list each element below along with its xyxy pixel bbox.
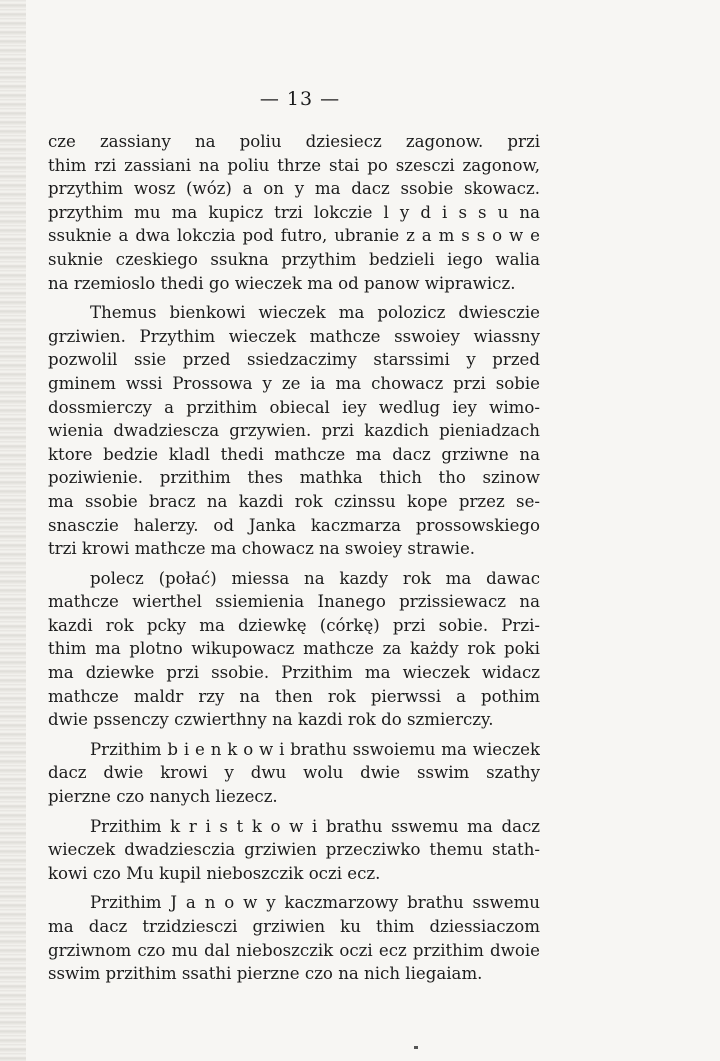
text-line: przythim mu ma kupicz trzi lokczie l y d i s s u na <box>48 202 540 222</box>
text-line: cze zassiany na poliu dziesiecz zagonow. przi <box>48 132 540 151</box>
paragraph <box>48 891 540 985</box>
paragraph <box>48 301 540 561</box>
text-line: Przithim b i e n k o w i brathu sswoiemu ma wieczek <box>90 739 540 759</box>
text-line: ssuknie a dwa lokczia pod futro, ubranie z a m s s o w e <box>48 226 540 246</box>
text-line: mathcze wierthel ssiemienia Inanego przissiewacz na <box>48 592 540 612</box>
text-line: sswim przithim ssathi pierzne czo na nich liegaiam. <box>48 964 483 984</box>
print-speck <box>414 1046 418 1049</box>
text-line: na rzemioslo thedi go wieczek ma od panow wiprawicz. <box>48 273 516 293</box>
text-line: ma ssobie bracz na kazdi rok czinssu kope przez se- <box>48 491 540 511</box>
text-line: grziwien. Przythim wieczek mathcze sswoiey wiassny <box>48 326 540 346</box>
text-line: pierzne czo nanych liezecz. <box>48 787 278 807</box>
text-line: kowi czo Mu kupil nieboszczik oczi ecz. <box>48 863 381 883</box>
paragraph <box>48 738 540 809</box>
paragraph <box>48 815 540 886</box>
text-line: thim ma plotno wikupowacz mathcze za każdy rok poki <box>48 639 540 659</box>
text-line: gminem wssi Prossowa y ze ia ma chowacz przi sobie <box>48 373 540 393</box>
text-line: dossmierczy a przithim obiecal iey wedlug iey wimo- <box>48 397 540 417</box>
text-line: mathcze maldr rzy na then rok pierwssi a pothim <box>48 686 540 706</box>
text-line: polecz (połać) miessa na kazdy rok ma dawac <box>90 568 540 588</box>
paragraph <box>48 130 540 295</box>
paragraph <box>48 567 540 732</box>
text-line: suknie czeskiego ssukna przythim bedzieli iego walia <box>48 249 540 269</box>
text-line: dacz dwie krowi y dwu wolu dwie sswim szathy <box>48 763 540 783</box>
text-line: kazdi rok pcky ma dziewkę (córkę) przi sobie. Przi- <box>48 615 540 635</box>
text-line: Przithim J a n o w y kaczmarzowy brathu sswemu <box>90 893 540 913</box>
text-line: Przithim k r i s t k o w i brathu sswemu ma dacz <box>90 816 540 836</box>
text-line: ma dacz trzidziesczi grziwien ku thim dziessiaczom <box>48 917 540 936</box>
body-text <box>48 130 540 992</box>
text-line: snasczie halerzy. od Janka kaczmarza prossowskiego <box>48 515 540 535</box>
text-line: ma dziewke przi ssobie. Przithim ma wieczek widacz <box>48 663 540 683</box>
text-line: ktore bedzie kladl thedi mathcze ma dacz grziwne na <box>48 444 540 464</box>
text-line: pozwolil ssie przed ssiedzaczimy starssimi y przed <box>48 350 540 370</box>
text-line: trzi krowi mathcze ma chowacz na swoiey strawie. <box>48 539 476 559</box>
text-line: thim rzi zassiani na poliu thrze stai po szesczi zagonow, <box>48 155 540 175</box>
text-line: wienia dwadziescza grzywien. przi kazdich pieniadzach <box>48 421 540 441</box>
text-line: grziwnom czo mu dal nieboszczik oczi ecz przithim dwoie <box>48 940 540 960</box>
text-line: przythim wosz (wóz) a on y ma dacz ssobie skowacz. <box>48 179 540 199</box>
text-line: poziwienie. przithim thes mathka thich tho szinow <box>48 468 540 488</box>
text-line: wieczek dwadziesczia grziwien przecziwko themu stath- <box>48 840 540 860</box>
page-number: — 13 — <box>259 88 341 110</box>
text-line: Themus bienkowi wieczek ma polozicz dwiesczie <box>90 303 540 323</box>
page-edge-shadow <box>0 0 26 1061</box>
text-line: dwie pssenczy czwierthny na kazdi rok do szmierczy. <box>48 710 494 730</box>
